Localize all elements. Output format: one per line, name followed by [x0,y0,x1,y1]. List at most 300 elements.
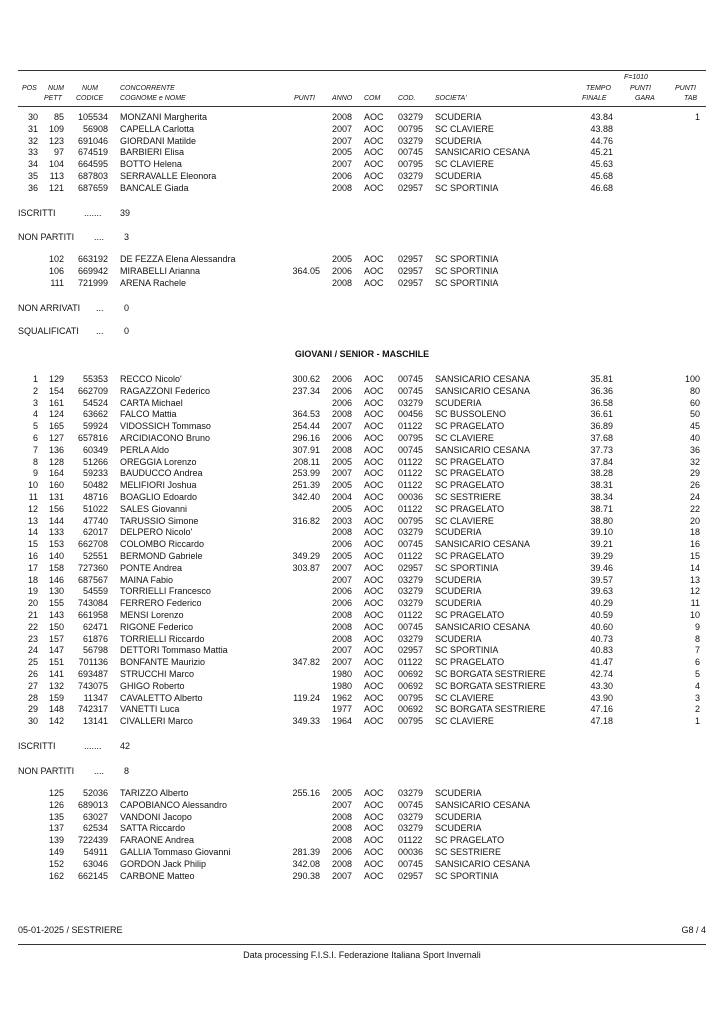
cell-punti: 296.16 [292,433,320,443]
cell-com: AOC [364,182,384,193]
cell-cod: 03279 [398,527,424,538]
cell-pett: 158 [48,562,64,573]
cell-codice: 54559 [82,586,108,597]
cell-pett: 147 [48,645,64,656]
cell-cod: 01122 [398,480,423,491]
cell-pett: 153 [48,539,64,550]
cell-punti: 364.05 [292,265,320,276]
cell-com: AOC [364,385,384,396]
cell-anno: 2006 [332,847,353,857]
cell-tab: 9 [694,621,700,632]
cell-punti: 255.16 [292,788,320,798]
iscritti-label: ISCRITTI [18,741,56,751]
cell-codice: 59924 [82,421,108,432]
cell-nome: FALCO Mattia [120,409,177,420]
cell-nome: CARBONE Matteo [120,870,195,881]
cell-codice: 62471 [82,621,108,632]
cell-tempo: 45.68 [590,171,613,181]
cell-tempo: 36.36 [590,385,613,396]
cell-com: AOC [364,112,384,122]
cell-anno: 2008 [332,610,353,620]
cell-societa: SC CLAVIERE [435,159,494,170]
cell-nome: CARTA Michael [120,397,183,408]
cell-societa: SC BORGATA SESTRIERE [435,704,546,715]
cell-anno: 1962 [332,692,353,703]
cell-codice: 11347 [83,692,108,703]
cell-societa: SCUDERIA [435,823,482,834]
header-num: NUM [48,85,64,92]
cell-pos: 19 [27,586,38,597]
cell-codice: 13141 [82,716,108,727]
cell-nome: PERLA Aldo [120,444,170,455]
cell-cod: 03279 [398,598,424,609]
cell-codice: 52036 [82,788,108,798]
cell-nome: MIRABELLI Arianna [120,265,201,276]
iscritti-dots: ....... [84,208,102,218]
cell-tempo: 37.73 [590,444,613,455]
cell-codice: 50482 [82,480,108,491]
cell-pos: 16 [27,551,38,561]
cell-tempo: 42.74 [590,669,613,679]
header-com: COM [364,95,381,102]
cell-cod: 00795 [398,433,424,443]
cell-cod: 00745 [398,444,424,455]
cell-anno: 2007 [332,123,353,134]
cell-tempo: 38.31 [590,480,613,491]
cell-nome: MAINA Fabio [120,574,174,585]
cell-pett: 97 [53,147,64,158]
cell-cod: 00036 [398,847,424,857]
cell-tempo: 44.76 [590,135,613,146]
cell-punti: 307.91 [292,444,320,455]
cell-com: AOC [364,680,384,691]
cell-tab: 80 [689,385,700,396]
cell-pos: 25 [27,657,38,668]
cell-pett: 104 [48,159,64,170]
cell-societa: SC SPORTINIA [435,254,499,264]
cell-anno: 2006 [332,598,353,609]
cell-pett: 155 [48,598,64,609]
cell-societa: SC SPORTINIA [435,182,499,193]
cell-com: AOC [364,788,384,798]
cell-pos: 31 [27,123,38,134]
cell-pett: 113 [49,171,64,181]
cell-cod: 00795 [398,716,424,727]
cell-nome: BAUDUCCO Andrea [120,468,203,479]
cell-punti: 208.11 [293,456,320,467]
non-arrivati-label: NON ARRIVATI [18,303,81,313]
cell-com: AOC [364,858,384,869]
cell-com: AOC [364,716,384,727]
cell-pos: 11 [28,492,38,502]
non-partiti-dots: .... [94,766,105,776]
cell-pett: 141 [48,669,64,679]
cell-anno: 2008 [332,858,353,869]
cell-tempo: 43.30 [590,680,613,691]
cell-anno: 2006 [332,586,353,597]
cell-codice: 674519 [77,147,108,158]
footer-page-number: G8 / 4 [681,925,706,935]
cell-anno: 2005 [332,788,353,798]
cell-tempo: 37.84 [590,456,613,467]
cell-cod: 03279 [398,811,424,822]
cell-tab: 36 [689,444,700,455]
cell-cod: 02957 [398,870,424,881]
cell-pos: 15 [27,539,38,550]
cell-codice: 63027 [82,811,108,822]
header-concorrente: CONCORRENTE [120,85,175,92]
cell-codice: 693487 [77,669,108,679]
iscritti-dots: ....... [84,741,102,751]
cell-tempo: 39.57 [590,574,613,585]
cell-societa: SANSICARIO CESANA [435,147,531,158]
cell-pos: 28 [27,692,38,703]
cell-tempo: 40.59 [590,610,613,620]
cell-cod: 02957 [398,645,424,656]
cell-pett: 106 [48,265,64,276]
cell-codice: 51022 [82,503,108,514]
cell-punti: 349.29 [292,551,320,561]
cell-com: AOC [364,503,384,514]
cell-nome: TORRIELLI Francesco [120,586,211,597]
cell-pos: 33 [27,147,38,158]
cell-punti: 281.39 [292,847,320,857]
cell-nome: TARIZZO Alberto [120,788,189,798]
cell-nome: OREGGIA Lorenzo [120,456,197,467]
cell-pos: 20 [27,598,38,609]
cell-codice: 743075 [77,680,108,691]
cell-anno: 2006 [332,374,353,384]
cell-anno: 1980 [332,669,353,679]
cell-tab: 8 [694,633,700,644]
footer-date-place: 05-01-2025 / SESTRIERE [18,925,123,935]
cell-anno: 2008 [332,835,353,846]
cell-punti: 119.24 [293,692,320,703]
cell-codice: 55353 [82,374,108,384]
cell-pos: 8 [32,456,38,467]
cell-societa: SCUDERIA [435,574,482,585]
cell-nome: RIGONE Federico [120,621,194,632]
cell-pett: 148 [48,704,64,715]
cell-com: AOC [364,799,384,810]
cell-codice: 662709 [77,385,108,396]
cell-pos: 1 [32,374,38,384]
cell-com: AOC [364,456,384,467]
section-title: GIOVANI / SENIOR - MASCHILE [294,349,430,359]
cell-pos: 6 [32,433,38,443]
cell-codice: 54911 [83,847,108,857]
cell-tempo: 47.16 [590,704,613,715]
cell-nome: CIVALLERI Marco [120,716,193,727]
header-punti-gara-1: PUNTI [630,85,651,92]
cell-tab: 11 [690,598,700,609]
cell-societa: SCUDERIA [435,633,482,644]
cell-nome: SALES Giovanni [120,503,188,514]
cell-nome: FARAONE Andrea [120,835,195,846]
cell-pett: 160 [48,480,64,491]
cell-tempo: 35.81 [590,374,613,384]
cell-pos: 23 [27,633,38,644]
cell-societa: SCUDERIA [435,397,482,408]
cell-nome: TARUSSIO Simone [120,515,199,526]
cell-cod: 03279 [398,397,424,408]
cell-nome: VANETTI Luca [120,704,180,715]
cell-com: AOC [364,621,384,632]
header-punti: PUNTI [294,95,315,102]
cell-pos: 17 [27,562,38,573]
cell-tab: 100 [684,374,700,384]
cell-punti: 254.44 [292,421,320,432]
cell-pett: 157 [48,633,64,644]
cell-nome: MELIFIORI Joshua [120,480,197,491]
cell-pos: 36 [27,182,38,193]
cell-nome: FERRERO Federico [120,598,202,609]
cell-tempo: 43.90 [590,692,613,703]
squalificati-label: SQUALIFICATI [18,326,79,336]
cell-pett: 137 [48,823,64,834]
cell-codice: 687803 [77,171,108,181]
cell-cod: 01122 [398,610,423,620]
cell-cod: 00745 [398,385,424,396]
cell-nome: ARCIDIACONO Bruno [120,433,211,443]
cell-com: AOC [364,692,384,703]
cell-cod: 01122 [398,468,423,479]
cell-tempo: 43.88 [590,123,613,134]
cell-cod: 03279 [398,633,424,644]
cell-nome: SERRAVALLE Eleonora [120,171,217,181]
cell-anno: 2005 [332,503,353,514]
cell-com: AOC [364,657,384,668]
cell-cod: 02957 [398,277,424,288]
header-finale: FINALE [582,95,607,102]
cell-com: AOC [364,610,384,620]
cell-com: AOC [364,870,384,881]
cell-cod: 01122 [398,421,423,432]
cell-pos: 27 [27,680,38,691]
cell-tab: 18 [689,527,700,538]
cell-anno: 2007 [332,421,353,432]
cell-pett: 130 [48,586,64,597]
cell-codice: 62534 [82,823,108,834]
non-partiti-label: NON PARTITI [18,232,75,242]
cell-codice: 721999 [77,277,108,288]
cell-codice: 687567 [77,574,108,585]
cell-anno: 2008 [332,621,353,632]
header-societa: SOCIETA' [435,95,467,102]
cell-societa: SCUDERIA [435,598,482,609]
cell-societa: SANSICARIO CESANA [435,444,531,455]
cell-pett: 149 [48,847,64,857]
cell-societa: SC PRAGELATO [435,835,505,846]
cell-anno: 2005 [332,551,353,561]
cell-codice: 664595 [77,159,108,170]
cell-societa: SC CLAVIERE [435,692,494,703]
cell-societa: SC PRAGELATO [435,421,505,432]
cell-com: AOC [364,159,384,170]
cell-com: AOC [364,254,384,264]
cell-pett: 136 [48,444,64,455]
cell-com: AOC [364,598,384,609]
header-punti-gara-2: GARA [635,95,655,102]
cell-com: AOC [364,409,384,420]
cell-societa: SC BUSSOLENO [435,409,507,420]
cell-tempo: 37.68 [590,433,613,443]
cell-punti: 349.33 [292,716,320,727]
cell-societa: SC SPORTINIA [435,870,499,881]
cell-nome: BERMOND Gabriele [120,551,203,561]
cell-pos: 4 [32,409,38,420]
cell-punti: 364.53 [292,409,320,420]
cell-codice: 661958 [77,610,108,620]
cell-pett: 128 [48,456,64,467]
cell-nome: BARBIERI Elisa [120,147,185,158]
cell-pos: 34 [27,159,38,170]
cell-cod: 01122 [398,835,423,846]
cell-tab: 13 [689,574,700,585]
cell-pett: 111 [50,277,64,288]
cell-pett: 146 [48,574,64,585]
cell-com: AOC [364,586,384,597]
cell-pett: 85 [53,112,64,122]
cell-codice: 62017 [82,527,108,538]
cell-tempo: 40.73 [590,633,613,644]
cell-tab: 16 [689,539,700,550]
header-bottom-rule [18,106,706,107]
cell-societa: SC PRAGELATO [435,456,505,467]
cell-tab: 5 [694,669,700,679]
cell-com: AOC [364,468,384,479]
cell-pos: 21 [27,610,38,620]
footer-rule [18,944,706,945]
cell-anno: 2007 [332,645,353,656]
cell-pett: 140 [48,551,64,561]
cell-tab: 40 [689,433,700,443]
cell-com: AOC [364,397,384,408]
cell-pos: 32 [27,135,38,146]
cell-anno: 2007 [332,135,353,146]
cell-societa: SC BORGATA SESTRIERE [435,669,546,679]
cell-tempo: 40.29 [590,598,613,609]
cell-codice: 48716 [82,492,108,502]
cell-tab: 4 [694,680,700,691]
cell-tempo: 39.10 [590,527,613,538]
header-tempo: TEMPO [586,85,611,92]
cell-cod: 00745 [398,621,424,632]
cell-com: AOC [364,527,384,538]
cell-anno: 1964 [332,716,353,727]
cell-anno: 2006 [332,397,353,408]
cell-cod: 00745 [398,374,424,384]
cell-nome: COLOMBO Riccardo [120,539,205,550]
cell-nome: VIDOSSICH Tommaso [120,421,211,432]
cell-nome: RECCO Nicolo' [120,374,182,384]
cell-cod: 00692 [398,669,424,679]
cell-pos: 29 [27,704,38,715]
non-partiti-value: 8 [124,766,130,776]
cell-nome: GALLIA Tommaso Giovanni [120,847,231,857]
cell-societa: SC PRAGELATO [435,468,505,479]
cell-com: AOC [364,633,384,644]
cell-com: AOC [364,444,384,455]
cell-cod: 00745 [398,539,424,550]
cell-com: AOC [364,515,384,526]
header-cognome-nome: COGNOME e NOME [120,95,186,102]
cell-cod: 02957 [398,182,424,193]
cell-com: AOC [364,823,384,834]
cell-cod: 03279 [398,788,424,798]
cell-tempo: 45.21 [590,147,613,158]
cell-pos: 14 [27,527,38,538]
cell-societa: SCUDERIA [435,527,482,538]
cell-pos: 12 [27,503,38,514]
cell-pett: 131 [48,492,64,502]
cell-cod: 03279 [398,112,424,122]
cell-anno: 2005 [332,254,353,264]
cell-pos: 5 [32,421,38,432]
cell-tab: 32 [689,456,700,467]
cell-societa: SC CLAVIERE [435,433,494,443]
cell-tempo: 39.29 [590,551,613,561]
cell-cod: 00745 [398,799,424,810]
cell-societa: SC PRAGELATO [435,480,505,491]
cell-punti: 290.38 [292,870,320,881]
cell-tempo: 38.34 [590,492,613,502]
cell-pett: 156 [48,503,64,514]
cell-anno: 2006 [332,539,353,550]
cell-codice: 662145 [77,870,108,881]
cell-tab: 1 [694,716,700,727]
cell-anno: 2006 [332,385,353,396]
cell-societa: SC CLAVIERE [435,515,494,526]
cell-anno: 2003 [332,515,353,526]
cell-cod: 01122 [398,456,423,467]
cell-societa: SCUDERIA [435,171,482,181]
cell-societa: SC BORGATA SESTRIERE [435,680,546,691]
header-punti-tab-1: PUNTI [675,85,696,92]
cell-codice: 51266 [82,456,108,467]
cell-cod: 02957 [398,254,424,264]
cell-cod: 00795 [398,692,424,703]
cell-pett: 151 [48,657,64,668]
cell-tempo: 39.21 [590,539,613,550]
cell-com: AOC [364,574,384,585]
cell-cod: 01122 [398,551,423,561]
cell-punti: 251.39 [292,480,320,491]
cell-tab: 20 [689,515,700,526]
cell-pos: 18 [27,574,38,585]
cell-anno: 2005 [332,456,353,467]
cell-anno: 2007 [332,799,353,810]
cell-nome: SATTA Riccardo [120,823,186,834]
cell-codice: 52551 [82,551,108,561]
cell-tempo: 36.61 [590,409,613,420]
cell-pett: 161 [48,397,64,408]
cell-anno: 2008 [332,823,353,834]
cell-societa: SC SPORTINIA [435,265,499,276]
cell-pos: 10 [27,480,38,491]
cell-punti: 347.82 [292,657,320,668]
cell-tab: 12 [689,586,700,597]
cell-codice: 61876 [82,633,108,644]
cell-nome: RAGAZZONI Federico [120,385,211,396]
cell-nome: DE FEZZA Elena Alessandra [120,254,236,264]
header-pos: POS [22,85,37,92]
cell-tab: 60 [689,397,700,408]
cell-cod: 02957 [398,562,424,573]
cell-punti: 342.08 [292,858,320,869]
cell-pos: 35 [27,171,38,181]
cell-anno: 2007 [332,468,353,479]
